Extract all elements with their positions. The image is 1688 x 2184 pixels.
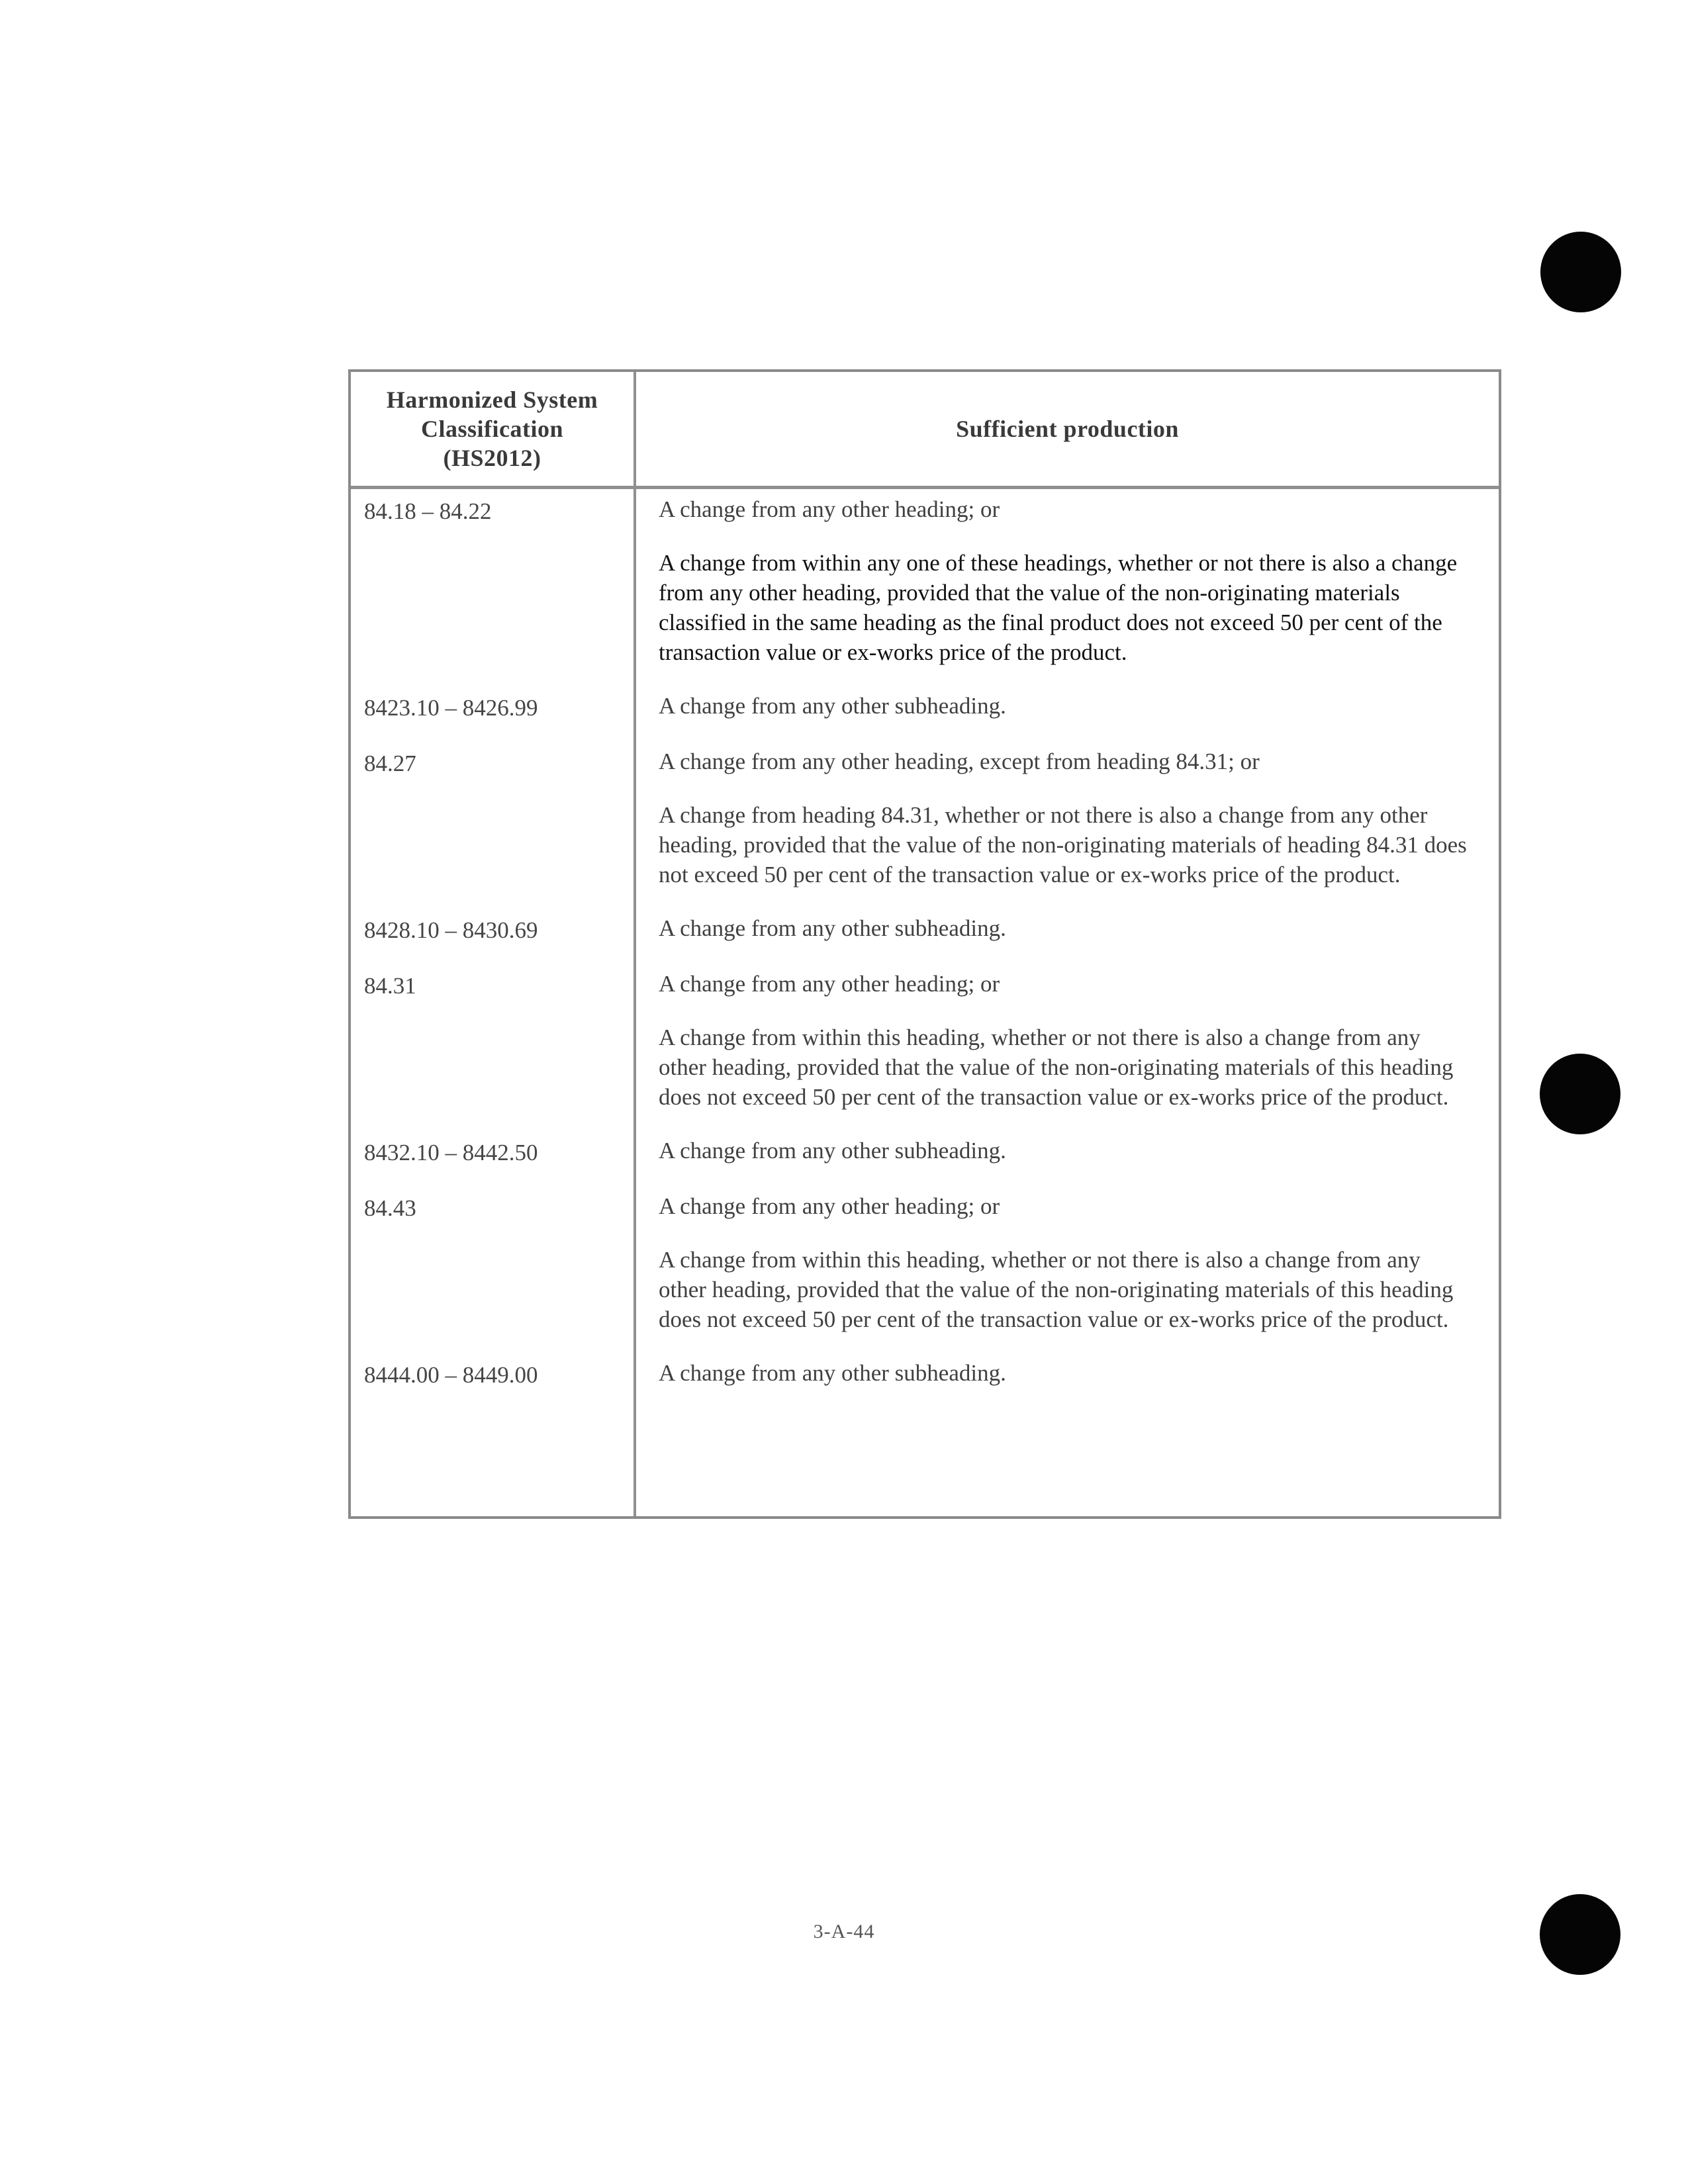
rule-text: A change from within this heading, whether or not there is also a change from any other heading, provided that the value of the non-originating materials of this heading does not exceed 50 per cent of the transaction value or ex-works price of the product. — [659, 1247, 1454, 1332]
hs-code-cell: 8428.10 – 8430.69 — [364, 917, 538, 943]
header-hs-classification: Harmonized System Classification (HS2012) — [386, 387, 598, 471]
hs-code-cell: 84.27 — [364, 751, 416, 776]
rule-text: A change from any other subheading. — [659, 693, 1006, 719]
table-row — [351, 494, 1499, 667]
hs-code-cell: 84.31 — [364, 973, 416, 999]
punch-hole-top — [1540, 232, 1621, 312]
rule-text: A change from any other subheading. — [659, 915, 1006, 941]
rule-text: A change from any other heading; or — [659, 1193, 1000, 1219]
punch-hole-middle — [1540, 1054, 1620, 1134]
rule-text: A change from any other subheading. — [659, 1360, 1006, 1386]
rule-text: A change from heading 84.31, whether or not there is also a change from any other heading, provided that the value of the non-originating materials of heading 84.31 does not exceed 50 per cent of the transaction value or ex-works price of the product. — [659, 802, 1467, 887]
rule-cell — [633, 747, 1481, 889]
table-row — [351, 913, 1499, 945]
table-row — [351, 747, 1499, 889]
rule-cell — [633, 913, 1481, 945]
rule-cell — [633, 1136, 1481, 1167]
hs-code-cell: 8432.10 – 8442.50 — [364, 1140, 538, 1165]
rule-text: A change from any other subheading. — [659, 1138, 1006, 1163]
table-row — [351, 691, 1499, 723]
hs-code-cell: 84.43 — [364, 1195, 416, 1221]
rule-text: A change from any other heading; or — [659, 971, 1000, 997]
table-header-row — [351, 372, 1499, 489]
table-row — [351, 1191, 1499, 1334]
rule-text: A change from any other heading; or — [659, 496, 1000, 522]
hs-code-cell: 84.18 – 84.22 — [364, 498, 492, 524]
rule-text: A change from within this heading, whether or not there is also a change from any other heading, provided that the value of the non-originating materials of this heading does not exceed 50 per cent of the transaction value or ex-works price of the product. — [659, 1024, 1454, 1110]
rules-of-origin-table — [348, 369, 1501, 1519]
rule-cell — [633, 1358, 1481, 1390]
table-row — [351, 1136, 1499, 1167]
hs-code-cell: 8444.00 – 8449.00 — [364, 1362, 538, 1388]
rule-text: A change from within any one of these headings, whether or not there is also a change from any other heading, provided that the value of the non-originating materials classified in the same heading as the final product does not exceed 50 per cent of the transaction value or ex-works price of the product. — [659, 550, 1458, 665]
table-body — [351, 494, 1499, 1390]
hs-code-cell: 8423.10 – 8426.99 — [364, 695, 538, 721]
header-sufficient-production: Sufficient production — [956, 416, 1179, 442]
rule-cell — [633, 969, 1481, 1112]
rule-text: A change from any other heading, except from heading 84.31; or — [659, 749, 1260, 774]
table-row — [351, 1358, 1499, 1390]
page-number: 3-A-44 — [813, 1921, 875, 1942]
rule-cell — [633, 691, 1481, 723]
rule-cell — [633, 494, 1481, 667]
table-row — [351, 969, 1499, 1112]
rule-cell — [633, 1191, 1481, 1334]
